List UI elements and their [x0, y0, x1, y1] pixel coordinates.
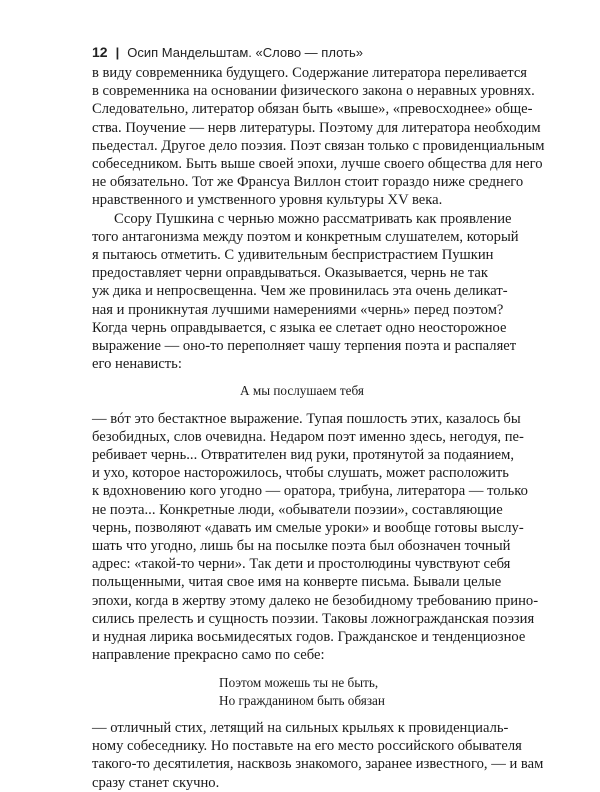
text-line: — вóт это бестактное выражение. Тупая пошлость этих, казалось бы — [92, 410, 521, 427]
paragraph-3 — [92, 410, 539, 665]
text-line: не поэта... Конкретные люди, «обыватели поэзии», составляющие — [92, 501, 503, 518]
text-line: его ненависть: — [92, 356, 182, 373]
header-separator: | — [115, 44, 120, 60]
text-line: Ссору Пушкина с чернью можно рассматривать как проявление — [114, 210, 512, 227]
running-header — [92, 44, 363, 60]
text-line: выражение — оно-то переполняет чашу терпения поэта и распаляет — [92, 338, 517, 355]
text-line: польщенными, читая свое имя на конверте письма. Бывали целые — [92, 574, 502, 591]
verse-line: Поэтом можешь ты не быть, — [219, 674, 379, 690]
text-line: пьедестал. Другое дело поэзия. Поэт связан только с провиденциальным — [92, 137, 545, 154]
verse-quote-2 — [92, 674, 512, 710]
text-line: сразу станет скучно. — [92, 774, 220, 791]
text-line: Следовательно, литератор обязан быть «выше», «превосходнее» обще- — [92, 101, 533, 118]
text-line: адрес: «такой-то черни». Так дети и простолюдины чувствуют себя — [92, 556, 511, 573]
text-line: и нудная лирика восьмидесятых годов. Гражданское и тенденциозное — [92, 629, 526, 646]
text-line: предоставляет черни оправдываться. Оказывается, чернь не так — [92, 265, 488, 282]
text-line: не обязательно. Тот же Франсуа Виллон стоит гораздо ниже среднего — [92, 174, 524, 191]
text-line: Когда чернь оправдывается, с языка ее слетает одно неосторожное — [92, 319, 507, 336]
text-line: уж дика и непросвещенна. Чем же провинилась эта очень деликат- — [92, 283, 508, 300]
body-text — [92, 64, 545, 792]
text-line: и ухо, которое насторожилось, чтобы слушать, может расположить — [92, 465, 509, 482]
text-line: чернь, позволяют «давать им смелые уроки» и вообще готовы выслу- — [92, 519, 524, 536]
text-line: в современника на основании физического закона о неравных уровнях. — [92, 83, 535, 100]
page-number: 12 — [92, 44, 108, 60]
running-title: Осип Мандельштам. «Слово — плоть» — [127, 44, 363, 60]
text-line: ства. Поучение — нерв литературы. Поэтому для литератора необходим — [92, 119, 541, 136]
text-line: к вдохновению кого угодно — оратора, трибуна, литератора — только — [92, 483, 528, 500]
verse-quote-1: А мы послушаем тебя — [240, 383, 364, 399]
text-line: я пытаюсь отметить. С удивительным беспристрастием Пушкин — [92, 247, 494, 264]
text-line: эпохи, когда в жертву этому далеко не безобидному требованию прино- — [92, 592, 539, 609]
text-line: направление прекрасно само по себе: — [92, 647, 325, 664]
text-line: в виду современника будущего. Содержание литератора переливается — [92, 65, 528, 81]
verse-line: Но гражданином быть обязан — [219, 692, 385, 708]
text-line: такого-то десятилетия, насквозь знакомого, заранее известного, — и вам — [92, 756, 544, 773]
text-line: нравственного и умственного уровня культуры XV века. — [92, 192, 443, 209]
text-line: ная и проникнутая лучшими намерениями «чернь» перед поэтом? — [92, 301, 504, 318]
text-line: того антагонизма между поэтом и конкретным слушателем, который — [92, 228, 519, 245]
text-line: сились прелесть и сущность поэзии. Таковы ложногражданская поэзия — [92, 610, 535, 627]
text-line: безобидных, слов очевидна. Недаром поэт именно здесь, негодуя, пе- — [92, 428, 524, 445]
paragraph-2 — [92, 210, 519, 374]
text-line: шать что угодно, лишь бы на посылке поэта был обозначен точный — [92, 538, 511, 555]
text-line: ребивает чернь... Отвратителен вид руки, протянутой за подаянием, — [92, 447, 515, 464]
text-line: — отличный стих, летящий на сильных крыльях к провиденциаль- — [92, 719, 509, 736]
paragraph-4 — [92, 719, 544, 792]
paragraph-1 — [92, 64, 545, 210]
text-line: собеседником. Быть выше своей эпохи, лучше своего общества для него — [92, 156, 543, 173]
text-line: ному собеседнику. Но поставьте на его место российского обывателя — [92, 738, 522, 755]
